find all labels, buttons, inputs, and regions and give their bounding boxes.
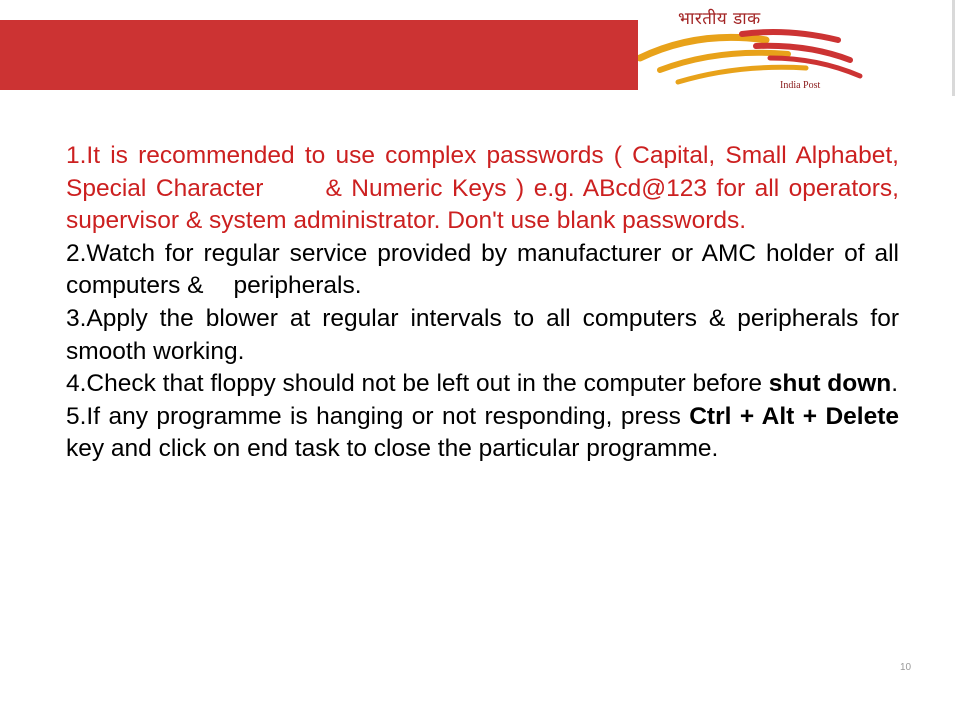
list-item-hanging-end: key and click on end task to close the particular programme. [66,435,719,463]
list-item-service-text-2: peripherals. [233,272,362,300]
list-item-passwords-text-2: & Numeric Keys ) e.g. ABcd@123 for all operators, supervisor & system administrator. Don't use blank passwords. [66,174,899,235]
right-divider [952,0,955,96]
list-item-floppy-end: . [891,370,899,398]
logo-devanagari-text: भारतीय डाक [678,9,761,29]
list-item-floppy [66,368,899,401]
list-item-hanging-text: 5.If any programme is hanging or not responding, press [66,402,690,430]
page-number: 10 [900,662,912,673]
ctrl-alt-delete-emphasis: Ctrl + Alt + Delete [689,402,899,430]
list-item-hanging [66,401,899,466]
body-content [66,140,899,466]
list-item-service [66,238,899,303]
shut-down-emphasis: shut down [768,370,892,398]
list-item-passwords [66,140,899,238]
india-post-logo [638,0,960,100]
list-item-passwords-text-1: 1.It is recommended to use complex passwords ( Capital, Small Alphabet, Special Character [66,142,899,202]
logo-english-text: India Post [780,80,821,91]
list-item-blower: 3.Apply the blower at regular intervals to all computers & peripherals for smooth working. [66,304,899,365]
list-item-service-text-1: 2.Watch for regular service provided by manufacturer or AMC holder of all computers & [66,239,899,300]
list-item-floppy-text: 4.Check that floppy should not be left out in the computer before [66,370,769,398]
